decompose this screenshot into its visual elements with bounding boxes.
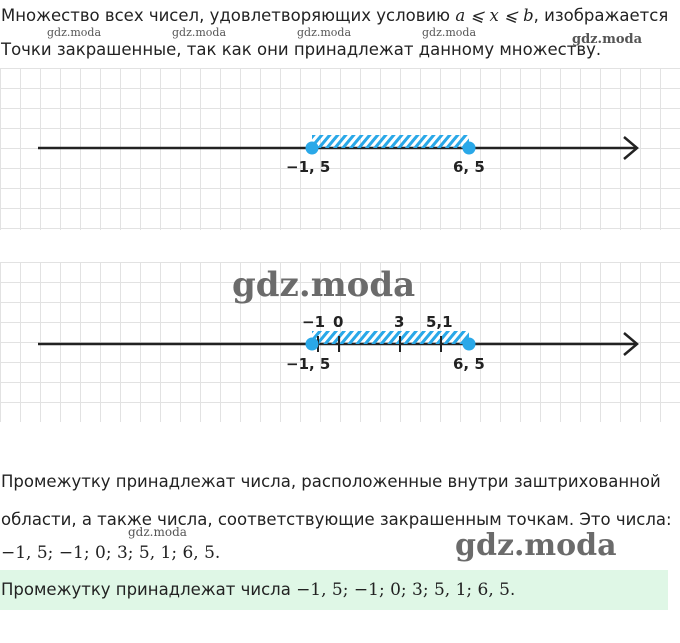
- intro-text-suffix: , изображается: [533, 6, 669, 25]
- label-minus-1-5: −1, 5: [286, 158, 331, 176]
- label-6-5: 6, 5: [453, 158, 485, 176]
- intro-line-1: [1, 6, 668, 25]
- top-label-5-1: 5,1: [426, 313, 453, 331]
- answer-suffix: .: [509, 580, 516, 599]
- right-endpoint: [463, 142, 476, 155]
- answer-numbers: −1, 5; −1; 0; 3; 5, 1; 6, 5: [296, 580, 510, 600]
- left-endpoint: [306, 142, 319, 155]
- top-label-3: 3: [394, 313, 405, 331]
- watermark: gdz.moda: [172, 26, 227, 39]
- watermark: gdz.moda: [128, 525, 187, 539]
- explanation-numbers: −1, 5; −1; 0; 3; 5, 1; 6, 5.: [1, 543, 221, 563]
- explanation-line-1: Промежутку принадлежат числа, расположенные внутри заштрихованной: [1, 472, 661, 491]
- number-line-1: [0, 68, 680, 230]
- watermark: gdz.moda: [47, 26, 102, 39]
- answer-box: [0, 570, 668, 610]
- intro-text-prefix: Множество всех чисел, удовлетворяющих условию: [1, 6, 456, 25]
- number-line-2: [0, 262, 680, 422]
- left-endpoint: [306, 338, 319, 351]
- top-label-0: 0: [333, 313, 344, 331]
- label-6-5: 6, 5: [453, 355, 485, 373]
- label-minus-1-5: −1, 5: [286, 355, 331, 373]
- watermark-large: gdz.moda: [232, 265, 416, 305]
- watermark-large: gdz.moda: [455, 528, 617, 563]
- watermark: gdz.moda: [422, 26, 477, 39]
- top-label-minus-1: −1: [302, 313, 326, 331]
- explanation-line-2: области, а также числа, соответствующие закрашенным точкам. Это числа:: [1, 510, 672, 529]
- hatched-interval: [312, 135, 469, 148]
- inequality-formula: a ⩽ x ⩽ b: [455, 6, 534, 25]
- intro-line-2: Точки закрашенные, так как они принадлежат данному множеству.: [1, 40, 602, 59]
- answer-line: [1, 580, 515, 600]
- watermark: gdz.moda: [297, 26, 352, 39]
- hatched-interval: [312, 331, 469, 344]
- right-endpoint: [463, 338, 476, 351]
- watermark: gdz.moda: [572, 32, 643, 47]
- answer-prefix: Промежутку принадлежат числа: [1, 580, 297, 599]
